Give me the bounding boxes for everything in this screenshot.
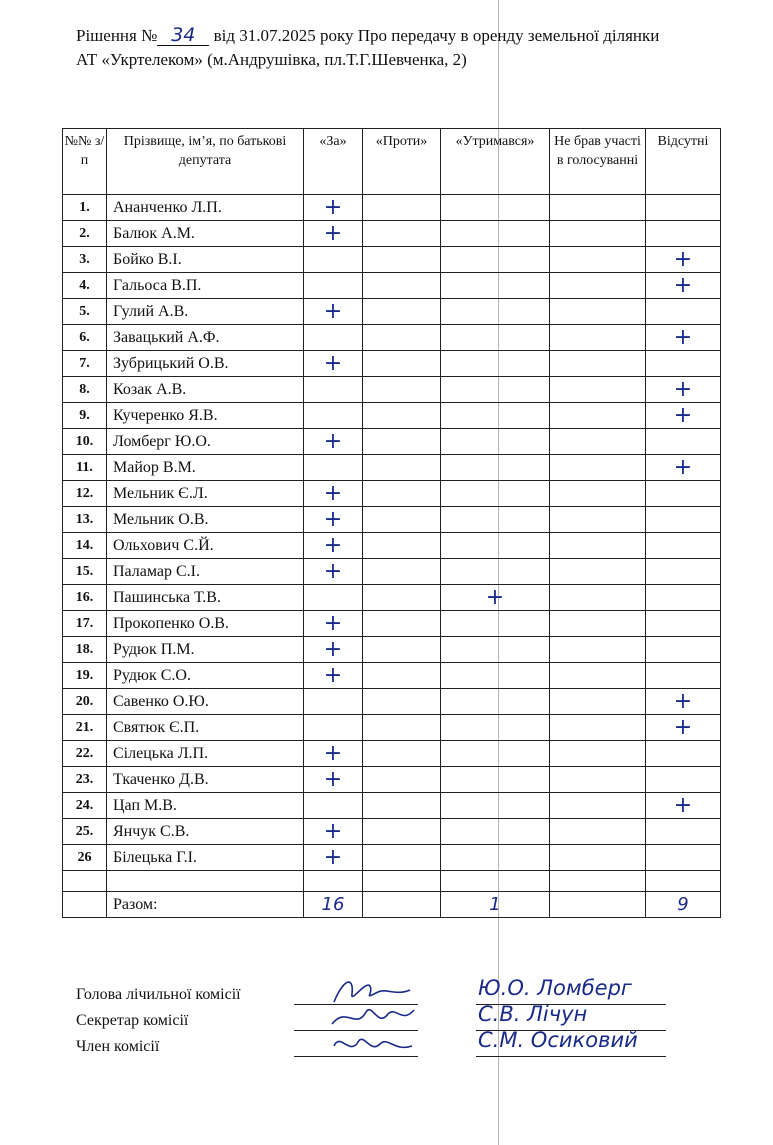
col-proty-header: «Проти» [363, 129, 441, 195]
vote-cell-not-voted [550, 637, 646, 663]
decision-prefix: Рішення № [76, 26, 158, 45]
vote-cell-proty [363, 559, 441, 585]
vote-cell-za: + [304, 533, 363, 559]
vote-cell-proty [363, 195, 441, 221]
vote-cell-not-voted [550, 611, 646, 637]
vote-cell-abstain [441, 195, 550, 221]
deputy-name: Савенко О.Ю. [107, 689, 304, 715]
vote-cell-abstain [441, 377, 550, 403]
vote-cell-absent [646, 741, 721, 767]
col-number-header: №№ з/п [63, 129, 107, 195]
table-row [63, 793, 721, 819]
vote-cell-za: + [304, 819, 363, 845]
vote-cell-proty [363, 377, 441, 403]
title-line-1 [76, 24, 659, 48]
vote-cell-za: + [304, 637, 363, 663]
vote-cell-absent [646, 221, 721, 247]
totals-label: Разом: [107, 892, 304, 918]
deputy-name: Гальоса В.П. [107, 273, 304, 299]
col-abstain-header: «Утримався» [441, 129, 550, 195]
table-row [63, 195, 721, 221]
deputy-name: Балюк А.М. [107, 221, 304, 247]
vote-cell-not-voted [550, 663, 646, 689]
row-number: 18. [63, 637, 107, 663]
row-number: 21. [63, 715, 107, 741]
row-number: 10. [63, 429, 107, 455]
empty-cell [363, 871, 441, 892]
deputy-name: Ломберг Ю.О. [107, 429, 304, 455]
deputy-name: Бойко В.І. [107, 247, 304, 273]
vote-cell-absent [646, 299, 721, 325]
vote-cell-proty [363, 429, 441, 455]
vote-cell-proty [363, 325, 441, 351]
vote-cell-abstain [441, 689, 550, 715]
deputy-name: Майор В.М. [107, 455, 304, 481]
vote-cell-absent [646, 585, 721, 611]
vote-cell-za [304, 273, 363, 299]
col-za-header: «За» [304, 129, 363, 195]
vote-cell-abstain [441, 429, 550, 455]
vote-cell-za [304, 455, 363, 481]
secretary-name: С.В. Лічун [478, 1002, 588, 1026]
vote-cell-not-voted [550, 403, 646, 429]
vote-cell-proty [363, 845, 441, 871]
vote-cell-proty [363, 481, 441, 507]
member-role: Член комісії [76, 1038, 160, 1055]
row-number: 8. [63, 377, 107, 403]
table-row [63, 533, 721, 559]
vote-cell-abstain [441, 221, 550, 247]
row-number: 14. [63, 533, 107, 559]
vote-cell-abstain [441, 403, 550, 429]
vote-cell-absent: + [646, 689, 721, 715]
vote-cell-absent [646, 507, 721, 533]
vote-cell-not-voted [550, 741, 646, 767]
row-number: 6. [63, 325, 107, 351]
vote-cell-not-voted [550, 325, 646, 351]
vote-cell-not-voted [550, 247, 646, 273]
table-header-row [63, 129, 721, 195]
vote-cell-za: + [304, 299, 363, 325]
vote-cell-za [304, 325, 363, 351]
table-row [63, 351, 721, 377]
document-title [76, 24, 659, 72]
vote-cell-proty [363, 637, 441, 663]
row-number: 9. [63, 403, 107, 429]
row-number: 5. [63, 299, 107, 325]
vote-cell-not-voted [550, 455, 646, 481]
table-row [63, 689, 721, 715]
row-number: 7. [63, 351, 107, 377]
row-number: 19. [63, 663, 107, 689]
deputy-name: Рудюк П.М. [107, 637, 304, 663]
vote-cell-abstain [441, 351, 550, 377]
vote-cell-abstain [441, 455, 550, 481]
vote-cell-za [304, 793, 363, 819]
chair-role: Голова лічильної комісії [76, 986, 241, 1003]
vote-cell-za [304, 377, 363, 403]
vote-cell-abstain [441, 481, 550, 507]
vote-cell-absent: + [646, 377, 721, 403]
row-number: 16. [63, 585, 107, 611]
vote-cell-absent [646, 559, 721, 585]
vote-cell-not-voted [550, 273, 646, 299]
member-name-line [476, 1056, 666, 1057]
deputy-name: Цап М.В. [107, 793, 304, 819]
vote-cell-za [304, 585, 363, 611]
table-row [63, 741, 721, 767]
vote-cell-not-voted [550, 377, 646, 403]
empty-cell [550, 871, 646, 892]
vote-cell-za: + [304, 845, 363, 871]
vote-cell-za: + [304, 559, 363, 585]
deputy-name: Святюк Є.П. [107, 715, 304, 741]
empty-row [63, 871, 721, 892]
totals-row [63, 892, 721, 918]
vote-cell-not-voted [550, 221, 646, 247]
table-row [63, 325, 721, 351]
deputy-name: Завацький А.Ф. [107, 325, 304, 351]
vote-cell-abstain [441, 845, 550, 871]
member-name: С.М. Осиковий [478, 1028, 638, 1052]
voting-table [62, 128, 720, 918]
empty-cell [646, 871, 721, 892]
vote-cell-proty [363, 273, 441, 299]
vote-cell-not-voted [550, 533, 646, 559]
vote-cell-not-voted [550, 585, 646, 611]
row-number: 22. [63, 741, 107, 767]
vote-cell-za: + [304, 351, 363, 377]
vote-cell-not-voted [550, 559, 646, 585]
total-proty [363, 892, 441, 918]
decision-number: 34 [157, 25, 209, 46]
deputy-name: Ананченко Л.П. [107, 195, 304, 221]
col-absent-header: Відсутні [646, 129, 721, 195]
vote-cell-abstain [441, 663, 550, 689]
row-number: 26 [63, 845, 107, 871]
deputy-name: Мельник О.В. [107, 507, 304, 533]
vote-cell-proty [363, 715, 441, 741]
vote-cell-za: + [304, 767, 363, 793]
chair-name: Ю.О. Ломберг [478, 976, 632, 1000]
deputy-name: Зубрицький О.В. [107, 351, 304, 377]
row-number: 13. [63, 507, 107, 533]
row-number: 12. [63, 481, 107, 507]
vote-cell-absent [646, 767, 721, 793]
deputy-name: Пашинська Т.В. [107, 585, 304, 611]
deputy-name: Паламар С.І. [107, 559, 304, 585]
row-number: 25. [63, 819, 107, 845]
vote-cell-za: + [304, 741, 363, 767]
vote-cell-not-voted [550, 299, 646, 325]
table-body [63, 195, 721, 918]
vote-cell-abstain [441, 793, 550, 819]
vote-cell-proty [363, 585, 441, 611]
vote-cell-proty [363, 611, 441, 637]
vote-cell-absent [646, 195, 721, 221]
vote-cell-not-voted [550, 351, 646, 377]
vote-cell-za [304, 403, 363, 429]
table-row [63, 247, 721, 273]
total-za: 16 [304, 892, 363, 918]
row-number: 23. [63, 767, 107, 793]
empty-cell [304, 871, 363, 892]
vote-cell-not-voted [550, 819, 646, 845]
vote-cell-za: + [304, 507, 363, 533]
table-row [63, 403, 721, 429]
row-number: 4. [63, 273, 107, 299]
deputy-name: Сілецька Л.П. [107, 741, 304, 767]
deputy-name: Білецька Г.І. [107, 845, 304, 871]
total-absent: 9 [646, 892, 721, 918]
table-row [63, 663, 721, 689]
vote-cell-proty [363, 793, 441, 819]
vote-cell-proty [363, 741, 441, 767]
table-row [63, 585, 721, 611]
row-number: 2. [63, 221, 107, 247]
member-signature [326, 1026, 416, 1060]
vote-cell-not-voted [550, 429, 646, 455]
deputy-name: Рудюк С.О. [107, 663, 304, 689]
vote-cell-absent: + [646, 793, 721, 819]
deputy-name: Ольхович С.Й. [107, 533, 304, 559]
vote-cell-za: + [304, 429, 363, 455]
table-row [63, 715, 721, 741]
vote-cell-abstain [441, 819, 550, 845]
table-row [63, 767, 721, 793]
vote-cell-proty [363, 533, 441, 559]
vote-cell-absent: + [646, 247, 721, 273]
vote-cell-za [304, 689, 363, 715]
vote-cell-proty [363, 221, 441, 247]
vote-cell-abstain [441, 273, 550, 299]
vote-cell-abstain [441, 637, 550, 663]
vote-cell-abstain: + [441, 585, 550, 611]
table-row [63, 273, 721, 299]
total-not-voted [550, 892, 646, 918]
total-abstain: 1 [441, 892, 550, 918]
secretary-role: Секретар комісії [76, 1012, 189, 1029]
vote-cell-abstain [441, 559, 550, 585]
empty-cell [107, 871, 304, 892]
vote-cell-not-voted [550, 793, 646, 819]
table-row [63, 481, 721, 507]
vote-cell-abstain [441, 247, 550, 273]
row-number: 15. [63, 559, 107, 585]
vote-cell-absent [646, 663, 721, 689]
row-number: 3. [63, 247, 107, 273]
vote-cell-not-voted [550, 481, 646, 507]
vote-cell-proty [363, 819, 441, 845]
table-row [63, 429, 721, 455]
deputy-name: Гулий А.В. [107, 299, 304, 325]
totals-number-cell [63, 892, 107, 918]
empty-cell [441, 871, 550, 892]
vote-cell-absent: + [646, 455, 721, 481]
vote-cell-abstain [441, 741, 550, 767]
vote-cell-za: + [304, 481, 363, 507]
vote-cell-absent [646, 637, 721, 663]
vote-cell-proty [363, 403, 441, 429]
vote-cell-abstain [441, 533, 550, 559]
vote-cell-absent: + [646, 273, 721, 299]
vote-cell-za: + [304, 221, 363, 247]
vote-cell-abstain [441, 507, 550, 533]
row-number: 17. [63, 611, 107, 637]
col-not-voted-header: Не брав участі в голосуванні [550, 129, 646, 195]
vote-cell-not-voted [550, 715, 646, 741]
vote-cell-proty [363, 299, 441, 325]
vote-cell-za: + [304, 195, 363, 221]
deputy-name: Кучеренко Я.В. [107, 403, 304, 429]
row-number: 24. [63, 793, 107, 819]
row-number: 20. [63, 689, 107, 715]
vote-cell-absent: + [646, 325, 721, 351]
table-row [63, 637, 721, 663]
vote-cell-absent [646, 611, 721, 637]
vote-cell-za: + [304, 611, 363, 637]
vote-cell-za: + [304, 663, 363, 689]
deputy-name: Ткаченко Д.В. [107, 767, 304, 793]
vote-cell-abstain [441, 611, 550, 637]
vote-cell-absent [646, 845, 721, 871]
vote-cell-absent: + [646, 403, 721, 429]
vote-cell-proty [363, 689, 441, 715]
vote-cell-abstain [441, 715, 550, 741]
vote-cell-proty [363, 767, 441, 793]
vote-cell-proty [363, 351, 441, 377]
table-row [63, 507, 721, 533]
vote-cell-abstain [441, 767, 550, 793]
vote-cell-absent [646, 819, 721, 845]
vote-cell-proty [363, 455, 441, 481]
deputy-name: Прокопенко О.В. [107, 611, 304, 637]
vote-cell-za [304, 247, 363, 273]
vote-cell-absent [646, 429, 721, 455]
vote-cell-proty [363, 663, 441, 689]
vote-cell-absent [646, 481, 721, 507]
deputy-name: Мельник Є.Л. [107, 481, 304, 507]
deputy-name: Янчук С.В. [107, 819, 304, 845]
vote-cell-not-voted [550, 689, 646, 715]
vote-cell-proty [363, 507, 441, 533]
vote-cell-proty [363, 247, 441, 273]
table-row [63, 377, 721, 403]
deputy-name: Козак А.В. [107, 377, 304, 403]
vote-cell-za [304, 715, 363, 741]
vote-cell-absent [646, 351, 721, 377]
table-row [63, 221, 721, 247]
row-number: 1. [63, 195, 107, 221]
col-name-header: Прізвище, ім’я, по батькові депутата [107, 129, 304, 195]
vote-cell-not-voted [550, 507, 646, 533]
vote-cell-absent [646, 533, 721, 559]
vote-cell-abstain [441, 325, 550, 351]
vote-cell-not-voted [550, 195, 646, 221]
vote-cell-not-voted [550, 845, 646, 871]
table-row [63, 819, 721, 845]
table-row [63, 559, 721, 585]
vote-cell-not-voted [550, 767, 646, 793]
decision-subject: від 31.07.2025 року Про передачу в оренду земельної ділянки [213, 26, 660, 45]
table-row [63, 299, 721, 325]
row-number: 11. [63, 455, 107, 481]
title-line-2: АТ «Укртелеком» (м.Андрушівка, пл.Т.Г.Шевченка, 2) [76, 50, 467, 69]
vote-cell-absent: + [646, 715, 721, 741]
table-row [63, 845, 721, 871]
table-row [63, 455, 721, 481]
table-row [63, 611, 721, 637]
vote-cell-abstain [441, 299, 550, 325]
empty-cell [63, 871, 107, 892]
